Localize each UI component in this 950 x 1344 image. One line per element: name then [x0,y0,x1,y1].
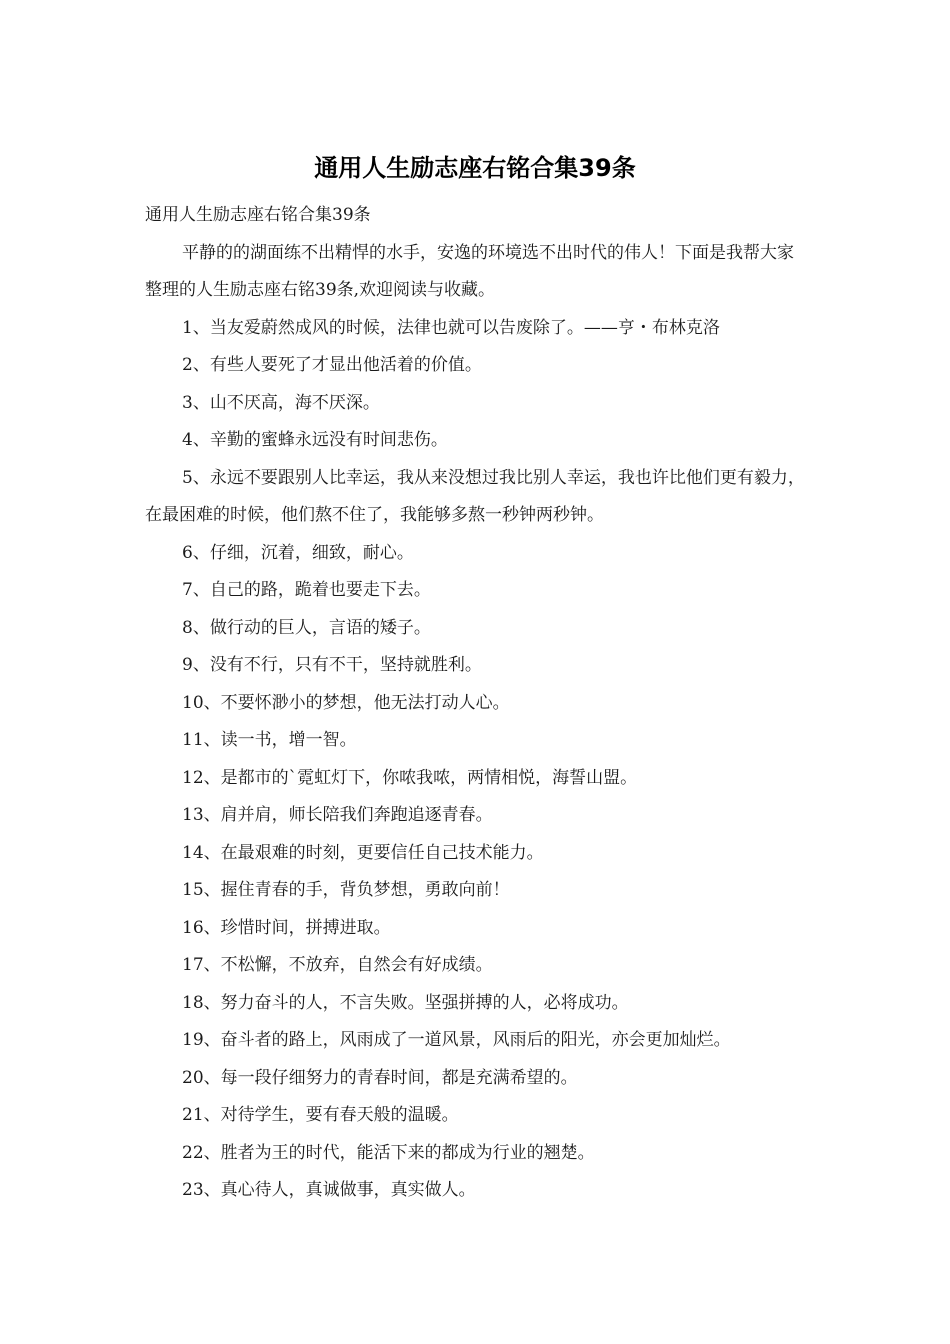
list-item: 7、自己的路，跪着也要走下去。 [182,580,431,600]
list-item: 13、肩并肩，师长陪我们奔跑追逐青春。 [182,805,493,825]
list-item: 12、是都市的`霓虹灯下，你哝我哝，两情相悦，海誓山盟。 [182,767,638,788]
document-title: 通用人生励志座右铭合集39条 [314,154,636,182]
list-item: 21、对待学生，要有春天般的温暖。 [182,1105,459,1125]
intro-paragraph: 平静的的湖面练不出精悍的水手，安逸的环境选不出时代的伟人！下面是我帮大家整理的人生励志座右铭39条,欢迎阅读与收藏。 [145,242,794,300]
list-item: 23、真心待人，真诚做事，真实做人。 [182,1180,476,1200]
list-item: 22、胜者为王的时代，能活下来的都成为行业的翘楚。 [182,1142,595,1163]
list-item: 18、努力奋斗的人，不言失败。坚强拼搏的人，必将成功。 [182,992,629,1013]
list-item: 19、奋斗者的路上，风雨成了一道风景，风雨后的阳光，亦会更加灿烂。 [182,1030,731,1050]
list-item: 11、读一书，增一智。 [182,730,357,750]
list-item: 5、永远不要跟别人比幸运，我从来没想过我比别人幸运，我也许比他们更有毅力，在最困难的时候，他们熬不住了，我能够多熬一秒钟两秒钟。 [145,467,805,525]
list-item: 6、仔细，沉着，细致，耐心。 [182,542,414,563]
list-item: 15、握住青春的手，背负梦想，勇敢向前！ [182,880,510,900]
document-subtitle: 通用人生励志座右铭合集39条 [145,205,371,225]
document-body [145,197,810,1210]
list-item: 2、有些人要死了才显出他活着的价值。 [182,355,482,375]
list-item: 9、没有不行，只有不干，坚持就胜利。 [182,655,482,675]
list-item: 16、珍惜时间，拼搏进取。 [182,917,391,938]
list-item: 14、在最艰难的时刻，更要信任自己技术能力。 [182,842,544,863]
list-item: 3、山不厌高，海不厌深。 [182,392,380,413]
list-item: 1、当友爱蔚然成风的时候，法律也就可以告废除了。——亨・布林克洛 [182,317,720,338]
list-item: 10、不要怀渺小的梦想，他无法打动人心。 [182,692,510,713]
list-item: 20、每一段仔细努力的青春时间，都是充满希望的。 [182,1067,578,1088]
list-item: 8、做行动的巨人，言语的矮子。 [182,617,431,638]
list-item: 4、辛勤的蜜蜂永远没有时间悲伤。 [182,430,448,450]
list-item: 17、不松懈，不放弃，自然会有好成绩。 [182,955,493,975]
